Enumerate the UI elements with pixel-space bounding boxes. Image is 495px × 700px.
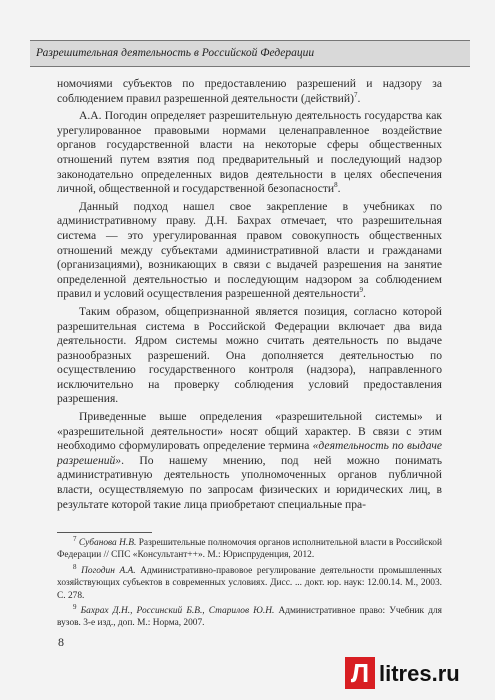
litres-logo[interactable] — [345, 655, 485, 695]
footnote: $^7$ Субанова Н.В. Разрешительные полномочия органов исполнительной власти в Российской Федерации // СПС «Консультант++». М.: Юриспруденция, 2012. — [57, 534, 442, 561]
footnote-separator — [57, 532, 152, 533]
main-text — [57, 77, 442, 515]
footnotes — [57, 534, 442, 633]
footnote: $^9$ Бахрах Д.Н., Россинский Б.В., Старилов Ю.Н. Административное право: Учебник для вузов. 3-е изд., доп. М.: Норма, 2007. — [57, 602, 442, 629]
paragraph: номочиями субъектов по предоставлению разрешений и надзору за соблюдением правил разрешенной деятельности (действий)$^7$. — [57, 77, 442, 105]
paragraph: Приведенные выше определения «разрешительной системы» и «разрешительной деятельности» носят общий характер. В связи с этим необходимо сформулировать определение термина «деятельность по выдаче разрешений». По нашему мнению, под ней можно понимать административную деятельность уполномоченных органов публичной власти, осуществляемую по запросам физических и юридических лиц, в результате которой такие лица приобретают специальные пра- — [57, 410, 443, 511]
paragraph: А.А. Погодин определяет разрешительную деятельность государства как урегулированное правовыми нормами целенаправленное воздействие органов государственной власти на некоторые сферы общественных отношений путем взятия под предварительный и последующий надзор законодательно определенных видов деятельности в целях обеспечения личной, общественной и государственной безопасности$^8$. — [57, 109, 442, 196]
page-number: 8 — [58, 635, 64, 649]
running-title: Разрешительная деятельность в Российской Федерации — [36, 47, 315, 59]
litres-wordmark: litres.ru — [379, 661, 460, 686]
footnote: $^8$ Погодин А.А. Административно-правовое регулирование деятельности промышленных хозяйствующих субъектов в современных условиях. Дисс. ... докт. юр. наук: 12.00.14. М., 2003. С. 278. — [57, 562, 442, 601]
defined-term: «деятельность по выдаче разрешений» — [57, 439, 443, 467]
header-divider — [30, 66, 470, 67]
paragraph: Данный подход нашел свое закрепление в учебниках по административному праву. Д.Н. Бахрах отмечает, что разрешительная система — это урегулированная правом совокупность общественных отношений между субъектами административной власти и гражданами (организациями), возникающих в связи с выдачей разрешения на занятие определенной деятельностью и последующим надзором за соблюдением правил и условий осуществления разрешенной деятельности$^9$. — [57, 199, 442, 301]
litres-mark-icon: Л — [345, 657, 375, 689]
paragraph: Таким образом, общепризнанной является позиция, согласно которой разрешительная система в Российской Федерации включает два вида деятельности. Ядром системы можно считать деятельность по выдаче разнообразных разрешений. Она дополняется деятельностью по осуществлению государственного контроля (надзора), направленного исключительно на проверку соблюдения условий предоставления разрешения. — [57, 304, 442, 406]
running-header — [30, 40, 470, 67]
